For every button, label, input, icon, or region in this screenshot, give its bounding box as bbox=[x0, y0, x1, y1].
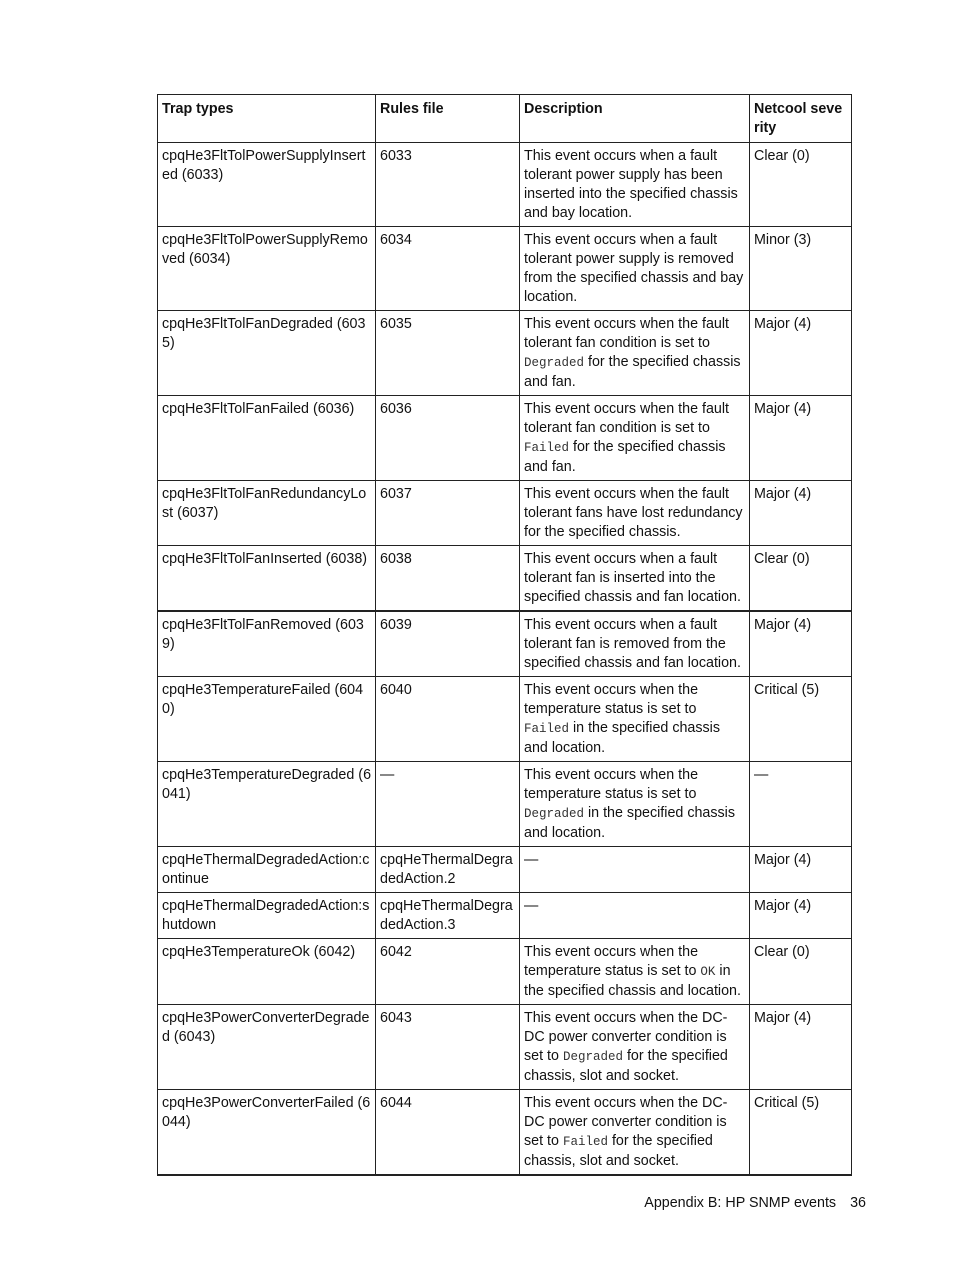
rules-file-cell: 6035 bbox=[376, 311, 520, 396]
rules-file-cell: 6036 bbox=[376, 396, 520, 481]
page-footer bbox=[0, 1195, 866, 1211]
rules-file-cell: 6037 bbox=[376, 481, 520, 546]
rules-file-cell: 6033 bbox=[376, 143, 520, 227]
severity-cell: — bbox=[750, 762, 852, 847]
description-text: This event occurs when the fault tolerant fan condition is set to bbox=[524, 316, 730, 351]
description-text: for the specified chassis, slot and socket. bbox=[524, 1133, 713, 1169]
description-cell bbox=[520, 939, 750, 1005]
header-trap-types: Trap types bbox=[158, 95, 376, 143]
table-row bbox=[158, 1005, 852, 1090]
description-cell bbox=[520, 546, 750, 612]
table-row bbox=[158, 893, 852, 939]
table-header-row bbox=[158, 95, 852, 143]
severity-cell: Major (4) bbox=[750, 611, 852, 677]
header-description: Description bbox=[520, 95, 750, 143]
description-cell bbox=[520, 481, 750, 546]
trap-type-cell: cpqHe3FltTolFanRemoved (6039) bbox=[158, 611, 376, 677]
trap-type-cell: cpqHe3FltTolFanRedundancyLost (6037) bbox=[158, 481, 376, 546]
severity-cell: Major (4) bbox=[750, 893, 852, 939]
rules-file-cell: cpqHeThermalDegradedAction.2 bbox=[376, 847, 520, 893]
status-value: Failed bbox=[562, 1135, 608, 1149]
rules-file-cell: 6042 bbox=[376, 939, 520, 1005]
severity-cell: Critical (5) bbox=[750, 677, 852, 762]
table-row bbox=[158, 611, 852, 677]
description-cell bbox=[520, 311, 750, 396]
description-cell bbox=[520, 762, 750, 847]
footer-title: Appendix B: HP SNMP events bbox=[644, 1195, 837, 1211]
table-body bbox=[158, 143, 852, 1176]
status-value: Failed bbox=[524, 441, 570, 455]
table-row bbox=[158, 227, 852, 311]
description-cell bbox=[520, 396, 750, 481]
description-cell bbox=[520, 847, 750, 893]
description-text: — bbox=[524, 898, 539, 914]
snmp-events-table bbox=[157, 94, 852, 1176]
description-cell bbox=[520, 227, 750, 311]
severity-cell: Clear (0) bbox=[750, 143, 852, 227]
table-row bbox=[158, 143, 852, 227]
description-cell bbox=[520, 677, 750, 762]
rules-file-cell: 6044 bbox=[376, 1090, 520, 1176]
trap-type-cell: cpqHe3TemperatureDegraded (6041) bbox=[158, 762, 376, 847]
table-row bbox=[158, 481, 852, 546]
table-row bbox=[158, 847, 852, 893]
severity-cell: Clear (0) bbox=[750, 546, 852, 612]
trap-type-cell: cpqHeThermalDegradedAction:continue bbox=[158, 847, 376, 893]
description-cell bbox=[520, 1005, 750, 1090]
status-value: Degraded bbox=[524, 356, 585, 370]
severity-cell: Major (4) bbox=[750, 1005, 852, 1090]
trap-type-cell: cpqHe3FltTolFanInserted (6038) bbox=[158, 546, 376, 612]
severity-cell: Major (4) bbox=[750, 847, 852, 893]
trap-type-cell: cpqHeThermalDegradedAction:shutdown bbox=[158, 893, 376, 939]
trap-type-cell: cpqHe3FltTolPowerSupplyRemoved (6034) bbox=[158, 227, 376, 311]
severity-cell: Clear (0) bbox=[750, 939, 852, 1005]
status-value: OK bbox=[700, 965, 716, 979]
description-cell bbox=[520, 611, 750, 677]
description-text: — bbox=[524, 852, 539, 868]
description-text: This event occurs when the fault tolerant fans have lost redundancy for the specified chassis. bbox=[524, 486, 743, 540]
rules-file-cell: 6039 bbox=[376, 611, 520, 677]
description-text: This event occurs when the temperature status is set to bbox=[524, 767, 699, 802]
status-value: Degraded bbox=[524, 807, 585, 821]
header-netcool-severity: Netcool severity bbox=[750, 95, 852, 143]
rules-file-cell: 6040 bbox=[376, 677, 520, 762]
status-value: Failed bbox=[524, 722, 570, 736]
trap-type-cell: cpqHe3TemperatureFailed (6040) bbox=[158, 677, 376, 762]
trap-type-cell: cpqHe3FltTolPowerSupplyInserted (6033) bbox=[158, 143, 376, 227]
rules-file-cell: — bbox=[376, 762, 520, 847]
page-number: 36 bbox=[850, 1195, 866, 1211]
severity-cell: Major (4) bbox=[750, 481, 852, 546]
description-cell bbox=[520, 143, 750, 227]
rules-file-cell: 6043 bbox=[376, 1005, 520, 1090]
description-text: for the specified chassis and fan. bbox=[524, 439, 726, 475]
description-text: in the specified chassis and location. bbox=[524, 720, 721, 756]
description-text: This event occurs when the DC-DC power converter condition is set to bbox=[524, 1095, 728, 1149]
severity-cell: Major (4) bbox=[750, 311, 852, 396]
trap-type-cell: cpqHe3PowerConverterFailed (6044) bbox=[158, 1090, 376, 1176]
rules-file-cell: 6038 bbox=[376, 546, 520, 612]
description-text: in the specified chassis and location. bbox=[524, 805, 736, 841]
description-text: This event occurs when the fault tolerant fan condition is set to bbox=[524, 401, 730, 436]
table-row bbox=[158, 311, 852, 396]
table-row bbox=[158, 546, 852, 612]
table-row bbox=[158, 1090, 852, 1176]
table-row bbox=[158, 939, 852, 1005]
trap-type-cell: cpqHe3FltTolFanFailed (6036) bbox=[158, 396, 376, 481]
description-text: This event occurs when a fault tolerant power supply is removed from the specified chassis and bay location. bbox=[524, 232, 744, 305]
description-text: This event occurs when a fault tolerant fan is removed from the specified chassis and fan location. bbox=[524, 617, 741, 671]
description-text: This event occurs when the temperature status is set to bbox=[524, 944, 701, 979]
description-text: This event occurs when the DC-DC power converter condition is set to bbox=[524, 1010, 728, 1064]
table-row bbox=[158, 677, 852, 762]
rules-file-cell: cpqHeThermalDegradedAction.3 bbox=[376, 893, 520, 939]
severity-cell: Minor (3) bbox=[750, 227, 852, 311]
description-text: in the specified chassis and location. bbox=[524, 963, 741, 999]
table-row bbox=[158, 396, 852, 481]
header-rules-file: Rules file bbox=[376, 95, 520, 143]
severity-cell: Critical (5) bbox=[750, 1090, 852, 1176]
trap-type-cell: cpqHe3FltTolFanDegraded (6035) bbox=[158, 311, 376, 396]
trap-type-cell: cpqHe3PowerConverterDegraded (6043) bbox=[158, 1005, 376, 1090]
description-cell bbox=[520, 1090, 750, 1176]
description-cell bbox=[520, 893, 750, 939]
description-text: This event occurs when the temperature status is set to bbox=[524, 682, 699, 717]
description-text: This event occurs when a fault tolerant power supply has been inserted into the specified chassis and bay location. bbox=[524, 148, 738, 221]
severity-cell: Major (4) bbox=[750, 396, 852, 481]
table-row bbox=[158, 762, 852, 847]
trap-type-cell: cpqHe3TemperatureOk (6042) bbox=[158, 939, 376, 1005]
description-text: for the specified chassis and fan. bbox=[524, 354, 741, 390]
status-value: Degraded bbox=[562, 1050, 623, 1064]
description-text: for the specified chassis, slot and socket. bbox=[524, 1048, 728, 1084]
description-text: This event occurs when a fault tolerant fan is inserted into the specified chassis and fan location. bbox=[524, 551, 741, 605]
rules-file-cell: 6034 bbox=[376, 227, 520, 311]
